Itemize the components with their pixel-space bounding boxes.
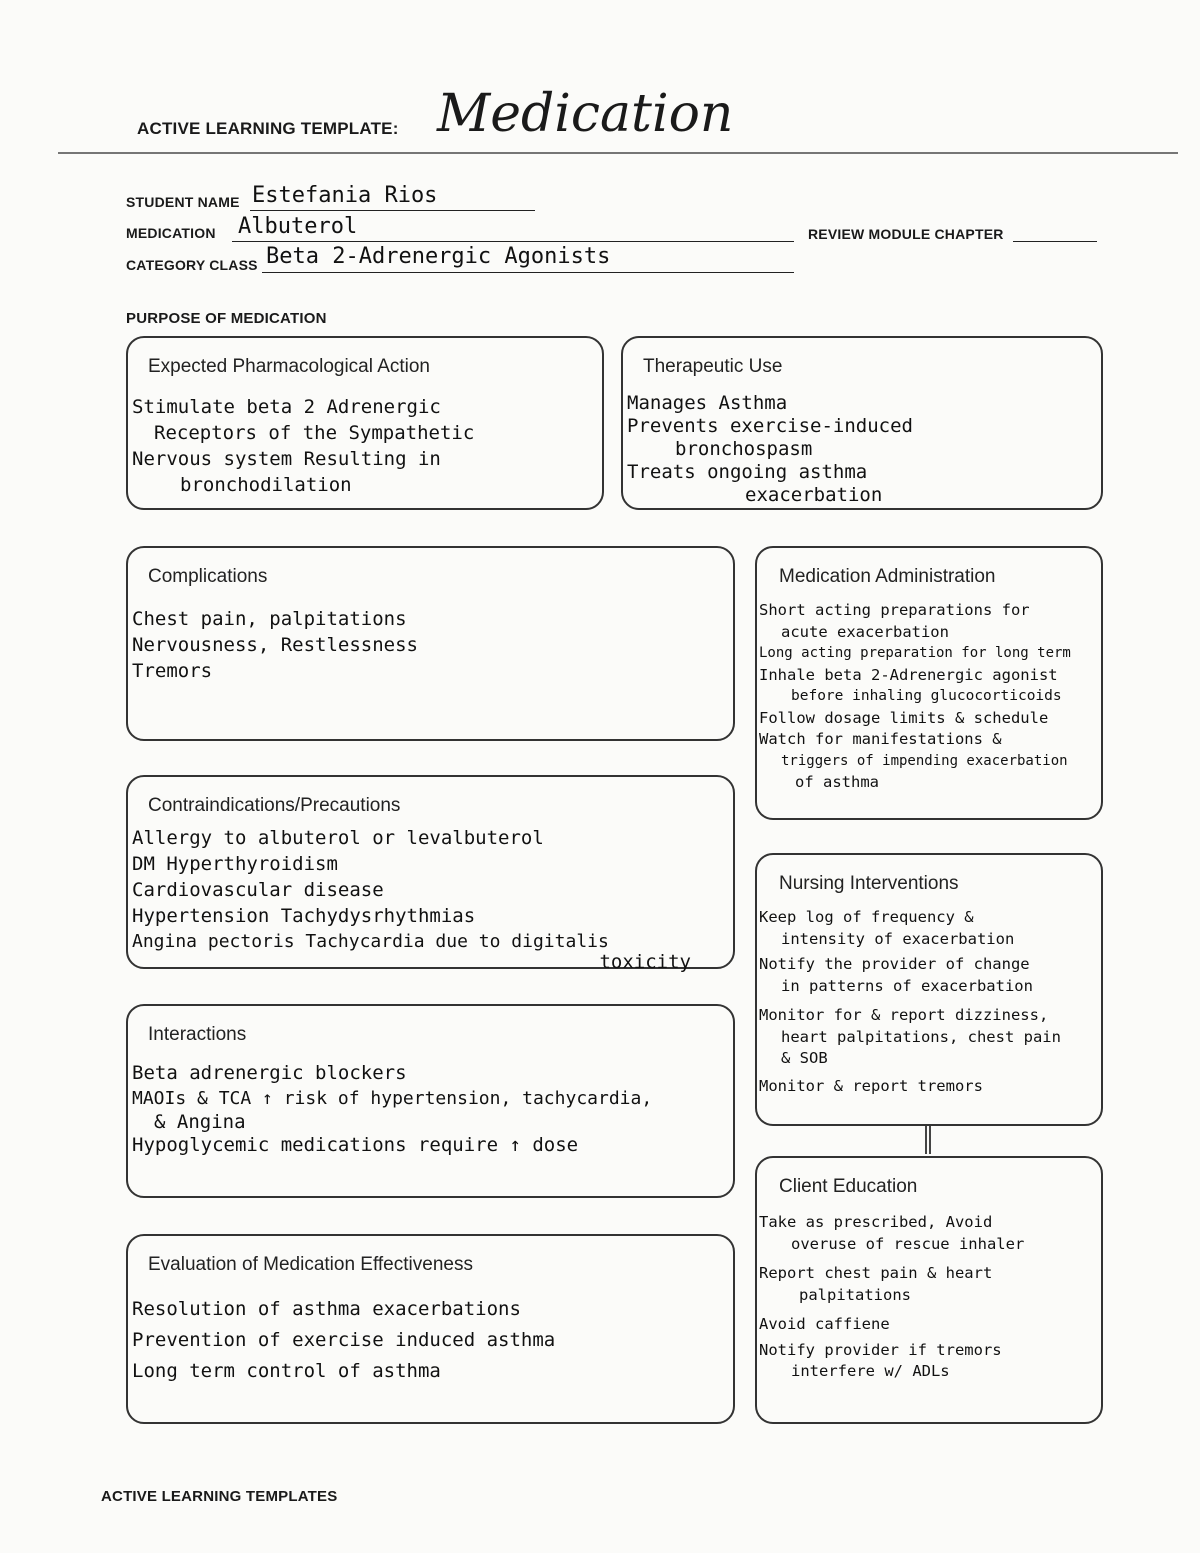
text-line: before inhaling glucocorticoids (791, 688, 1062, 704)
text-line: Hypertension Tachydysrhythmias (132, 905, 476, 927)
student-name-line (250, 210, 535, 211)
text-line: Short acting preparations for (759, 601, 1030, 619)
footer-label: ACTIVE LEARNING TEMPLATES (101, 1488, 338, 1505)
text-line: Long acting preparation for long term (759, 645, 1071, 661)
interactions-box (126, 1004, 735, 1198)
text-line: Angina pectoris Tachycardia due to digitalis (132, 931, 609, 952)
text-line: Watch for manifestations & (759, 730, 1002, 748)
text-line: overuse of rescue inhaler (791, 1234, 1025, 1253)
text-line: Treats ongoing asthma (627, 461, 868, 483)
category-class-line (262, 272, 794, 273)
text-line: Beta adrenergic blockers (132, 1062, 407, 1084)
box-connector (925, 1126, 931, 1154)
complications-content[interactable] (132, 606, 731, 684)
text-line: Keep log of frequency & (759, 908, 974, 926)
medication-administration-title: Medication Administration (779, 566, 996, 587)
text-line: Resolution of asthma exacerbations (132, 1298, 521, 1320)
text-line: Prevention of exercise induced asthma (132, 1329, 556, 1351)
medication-line (232, 241, 794, 242)
client-education-content[interactable] (759, 1212, 1099, 1383)
text-line: Monitor for & report dizziness, (759, 1006, 1049, 1024)
text-line: interfere w/ ADLs (791, 1362, 950, 1380)
text-line: Chest pain, palpitations (132, 608, 407, 630)
expected-action-title: Expected Pharmacological Action (148, 356, 430, 377)
text-line: Nervous system Resulting in (132, 448, 441, 470)
medication-administration-box (755, 546, 1103, 820)
medication-value[interactable]: Albuterol (238, 214, 358, 239)
contraindications-title: Contraindications/Precautions (148, 795, 401, 816)
nursing-interventions-box (755, 853, 1103, 1126)
interactions-title: Interactions (148, 1024, 247, 1045)
text-line: DM Hyperthyroidism (132, 853, 338, 875)
text-line: intensity of exacerbation (781, 929, 1015, 948)
purpose-label: PURPOSE OF MEDICATION (126, 310, 327, 327)
text-line: MAOIs & TCA ↑ risk of hypertension, tachycardia, (132, 1088, 653, 1109)
text-line: Cardiovascular disease (132, 879, 384, 901)
text-line: toxicity (599, 951, 691, 973)
text-line: Avoid caffiene (759, 1315, 890, 1333)
student-name-label: STUDENT NAME (126, 194, 240, 210)
text-line: of asthma (795, 773, 879, 791)
text-line: acute exacerbation (781, 622, 949, 641)
evaluation-title: Evaluation of Medication Effectiveness (148, 1254, 473, 1275)
text-line: Receptors of the Sympathetic (154, 422, 475, 444)
complications-title: Complications (148, 566, 268, 587)
text-line: Nervousness, Restlessness (132, 634, 418, 656)
nursing-interventions-content[interactable] (759, 907, 1099, 1097)
text-line: Follow dosage limits & schedule (759, 708, 1049, 727)
contraindications-content[interactable] (132, 825, 731, 975)
review-module-label: REVIEW MODULE CHAPTER (808, 226, 1004, 242)
text-line: Allergy to albuterol or levalbuterol (132, 827, 544, 849)
text-line: Report chest pain & heart (759, 1264, 993, 1282)
text-line: heart palpitations, chest pain (781, 1027, 1061, 1046)
therapeutic-use-box (621, 336, 1103, 510)
text-line: Long term control of asthma (132, 1360, 441, 1382)
category-class-label: CATEGORY CLASS (126, 257, 258, 273)
evaluation-box (126, 1234, 735, 1424)
text-line: Tremors (132, 660, 213, 682)
text-line: Take as prescribed, Avoid (759, 1213, 993, 1231)
text-line: & SOB (781, 1049, 828, 1067)
expected-action-box (126, 336, 604, 510)
text-line: Prevents exercise-induced (627, 415, 913, 437)
text-line: Hypoglycemic medications require ↑ dose (132, 1134, 579, 1156)
client-education-title: Client Education (779, 1176, 918, 1197)
nursing-interventions-title: Nursing Interventions (779, 873, 959, 894)
expected-action-content[interactable] (132, 394, 600, 498)
text-line: bronchodilation (180, 474, 352, 496)
medication-label: MEDICATION (126, 225, 216, 241)
student-name-value[interactable]: Estefania Rios (252, 183, 438, 208)
template-label: ACTIVE LEARNING TEMPLATE: (137, 119, 399, 138)
contraindications-box (126, 775, 735, 973)
client-education-box (755, 1156, 1103, 1424)
header-divider (58, 152, 1178, 154)
text-line: Notify provider if tremors (759, 1340, 1002, 1359)
therapeutic-use-content[interactable] (627, 392, 1099, 507)
text-line: Notify the provider of change (759, 955, 1030, 973)
text-line: palpitations (799, 1285, 911, 1304)
text-line: bronchospasm (675, 438, 813, 460)
category-class-value[interactable]: Beta 2-Adrenergic Agonists (266, 244, 611, 269)
page-title: Medication (437, 84, 734, 144)
text-line: Manages Asthma (627, 392, 788, 414)
interactions-content[interactable] (132, 1060, 731, 1158)
text-line: & Angina (154, 1111, 246, 1133)
text-line: in patterns of exacerbation (781, 976, 1033, 995)
text-line: Inhale beta 2-Adrenergic agonist (759, 665, 1058, 684)
complications-box (126, 546, 735, 741)
text-line: Stimulate beta 2 Adrenergic (132, 396, 441, 418)
text-line: Monitor & report tremors (759, 1076, 983, 1095)
evaluation-content[interactable] (132, 1294, 731, 1387)
medication-administration-content[interactable] (759, 600, 1099, 794)
review-module-line[interactable] (1013, 241, 1097, 242)
text-line: triggers of impending exacerbation (781, 752, 1068, 769)
therapeutic-use-title: Therapeutic Use (643, 356, 783, 377)
text-line: exacerbation (745, 484, 883, 506)
